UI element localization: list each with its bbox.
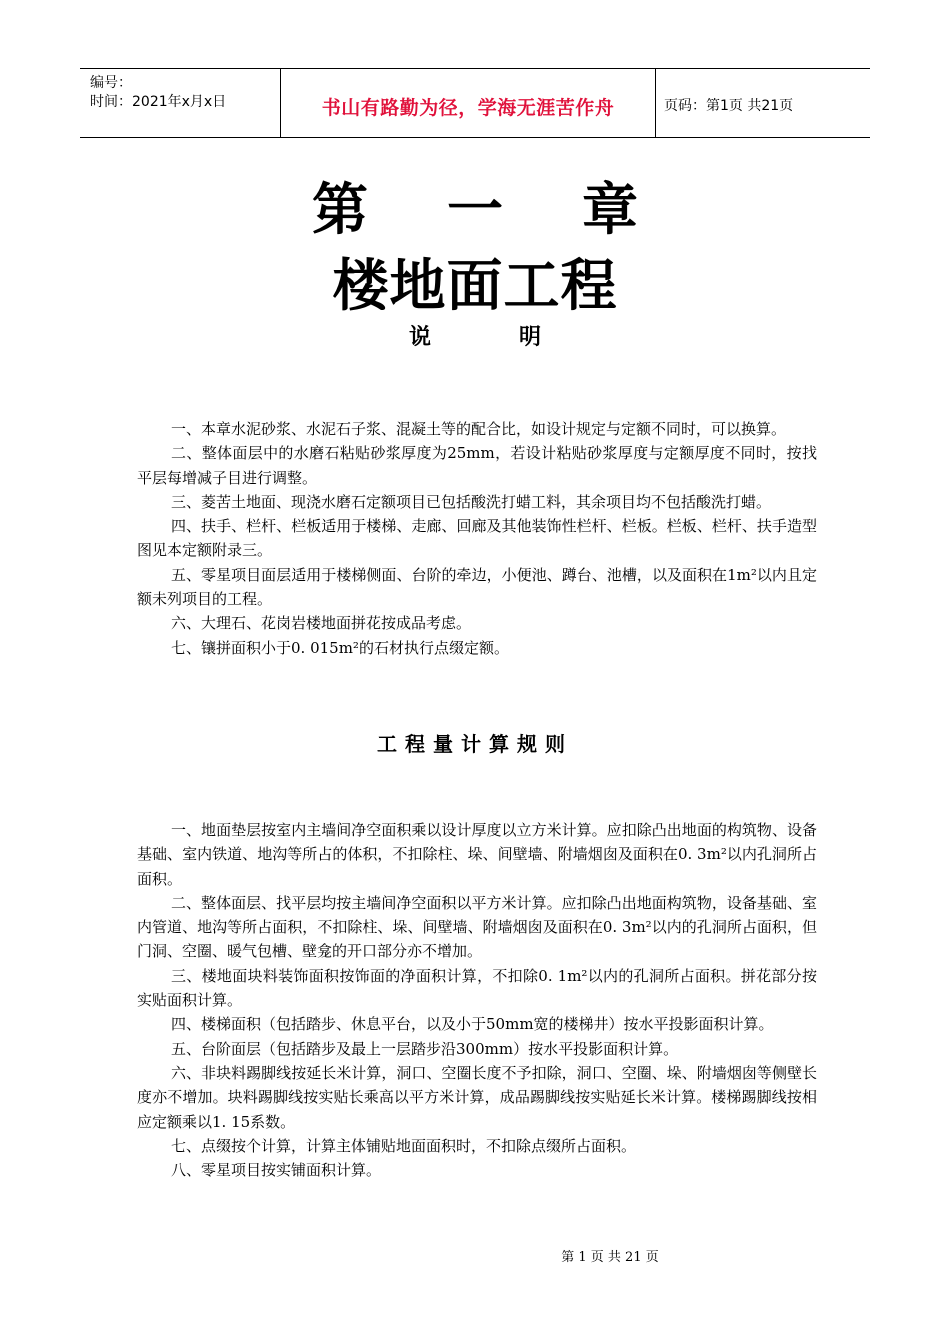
- note-paragraph: 一、本章水泥砂浆、水泥石子浆、混凝土等的配合比，如设计规定与定额不同时，可以换算。: [171, 420, 787, 438]
- rules-heading: 工程量计算规则: [377, 732, 573, 756]
- chapter-char: 一: [447, 178, 503, 243]
- rule-paragraph: 六、非块料踢脚线按延长米计算，洞口、空圈长度不予扣除，洞口、空圈、垛、附墙烟囱等侧壁长度亦不增加。块料踢脚线按实贴长乘高以平方米计算，成品踢脚线按实贴延长米计算。楼梯踢脚线按相应定额乘以1. 15系数。: [137, 1063, 817, 1131]
- note-paragraph: 七、镶拼面积小于0. 015m²的石材执行点缀定额。: [171, 638, 509, 657]
- note-paragraph: 二、整体面层中的水磨石粘贴砂浆厚度为25mm，若设计粘贴砂浆厚度与定额厚度不同时，按找平层每增减子目进行调整。: [137, 444, 817, 487]
- explain-char: 说: [408, 325, 431, 350]
- chapter-char: 章: [582, 178, 638, 243]
- rule-paragraph: 四、楼梯面积（包括踏步、休息平台，以及小于50mm宽的楼梯井）按水平投影面积计算。: [171, 1015, 774, 1034]
- explain-heading: [0, 320, 950, 351]
- notes-section: [137, 417, 817, 660]
- rule-paragraph: 五、台阶面层（包括踏步及最上一层踏步沿300mm）按水平投影面积计算。: [171, 1039, 679, 1058]
- footer-page-number: 第 1 页 共 21 页: [561, 1250, 659, 1265]
- rule-paragraph: 二、整体面层、找平层均按主墙间净空面积以平方米计算。应扣除凸出地面构筑物，设备基础、室内管道、地沟等所占面积，不扣除柱、垛、间壁墙、附墙烟囱及面积在0. 3m²以内的孔洞所占面积，但门洞、空圈、暖气包槽、壁龛的开口部分亦不增加。: [137, 893, 817, 961]
- rule-paragraph: 一、地面垫层按室内主墙间净空面积乘以设计厚度以立方米计算。应扣除凸出地面的构筑物、设备基础、室内铁道、地沟等所占的体积，不扣除柱、垛、间壁墙、附墙烟囱及面积在0. 3m²以内孔洞所占面积。: [137, 821, 817, 888]
- chapter-char: 第: [312, 178, 368, 243]
- explain-char: 明: [519, 325, 542, 350]
- page-footer: [470, 1246, 750, 1265]
- header-motto-cell: [280, 69, 656, 137]
- note-paragraph: 六、大理石、花岗岩楼地面拼花按成品考虑。: [171, 614, 472, 633]
- motto: 书山有路勤为径，学海无涯苦作舟: [321, 97, 615, 119]
- page-header: [80, 68, 870, 138]
- header-page-cell: [656, 69, 870, 137]
- document-number: 编号：: [90, 75, 132, 91]
- document-time: 时间：2021年x月x日: [90, 94, 227, 110]
- note-paragraph: 五、零星项目面层适用于楼梯侧面、台阶的牵边，小便池、蹲台、池槽，以及面积在1m²以内且定额未列项目的工程。: [137, 565, 817, 609]
- chapter-subject: 楼地面工程: [332, 254, 618, 319]
- header-info-cell: [80, 69, 280, 137]
- rules-section: [137, 818, 817, 1182]
- note-paragraph: 三、菱苦土地面、现浇水磨石定额项目已包括酸洗打蜡工料，其余项目均不包括酸洗打蜡。: [171, 492, 772, 511]
- header-page-number: 页码：第1页 共21页: [664, 98, 794, 114]
- rule-paragraph: 三、楼地面块料装饰面积按饰面的净面积计算，不扣除0. 1m²以内的孔洞所占面积。拼花部分按实贴面积计算。: [137, 966, 817, 1010]
- chapter-heading: [0, 166, 950, 246]
- rule-paragraph: 八、零星项目按实铺面积计算。: [171, 1161, 382, 1180]
- rule-paragraph: 七、点缀按个计算，计算主体铺贴地面面积时，不扣除点缀所占面积。: [171, 1136, 637, 1155]
- note-paragraph: 四、扶手、栏杆、栏板适用于楼梯、走廊、回廊及其他装饰性栏杆、栏板。栏板、栏杆、扶手造型图见本定额附录三。: [137, 517, 817, 560]
